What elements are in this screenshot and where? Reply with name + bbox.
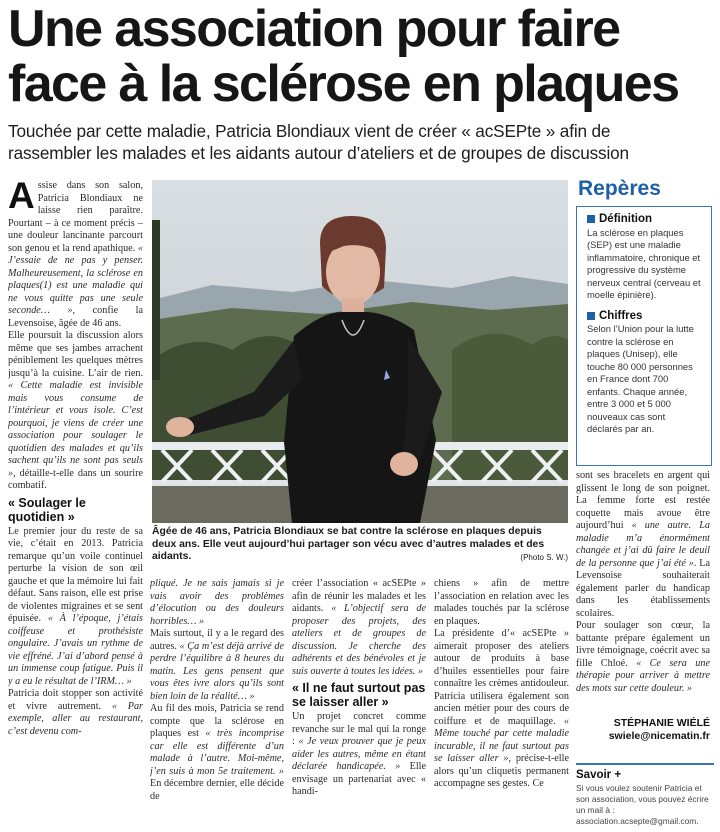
photo-caption	[152, 526, 568, 564]
article-paragraph: sont ses bracelets en argent qui glissent le long de son poignet. La femme forte est restée coquette mais avoue être aujourd’hui	[576, 470, 710, 531]
author-name: STÉPHANIE WIÉLÉ	[613, 717, 710, 729]
article-quote: « Je veux prouver que je peux aider les autres, même en étant déclarée handicapée. »	[292, 736, 426, 772]
article-quote: « très incomprise car elle est différente d’un malade à l’autre. Moi-même, j’en suis à mon 5e traitement. »	[150, 728, 284, 777]
subheading-soulager: « Soulager le quotidien »	[8, 495, 86, 524]
chiffres-text: Selon l’Union pour la lutte contre la sclérose en plaques (Unisep), elle touche 80 000 personnes en France dont 700 enfants. Chaque année, entre 3 000 et 5 000 nouveaux cas sont déclarés par an.	[587, 323, 694, 434]
article-paragraph: Le premier jour du reste de sa vie, c’était en 2013. Patricia remarque qu’un voile continuel perturbe la vision de son œil gauche et que la mémoire lui fait défaut. Sans raison, elle est prise de violentes migraines et se sent épuisée.	[8, 525, 143, 624]
definition-title: Définition	[599, 213, 653, 225]
square-bullet-icon	[587, 215, 595, 223]
article-column-4	[434, 578, 569, 828]
article-quote: « Ce sera une thérapie pour arriver à mettre des mots sur cette douleur. »	[576, 657, 710, 694]
article-quote: « À l’époque, j’étais coiffeuse et prothésiste ongulaire. J’avais un rythme de vie effréné. J’ai d’abord pensé à un immense coup fatigue. Puis il y a eu le résultat de l’IRM… »	[8, 613, 143, 687]
article-paragraph: Elle poursuit la discussion alors même que ses jambes arrachent péniblement les quelques mètres jusqu’à la cuisine. L’air de rien.	[8, 330, 143, 379]
savoir-plus-box	[576, 763, 714, 828]
article-paragraph: ssise dans son salon, Patricia Blondiaux ne laisse rien paraître. Pourtant – à ce moment précis – une douleur lancinante parcourt son genou et la rend apathique.	[8, 180, 143, 254]
headline-line-1: Une association pour faire	[8, 0, 620, 58]
article-quote: pliqué. Je ne sais jamais si je vais avoir des problèmes d’élocution ou des douleurs horribles… »	[150, 578, 284, 627]
article-text: , détaille-t-elle dans un sourire combatif.	[8, 467, 143, 491]
article-quote: « Même touché par cette maladie incurable, il ne faut surtout pas se laisser aller »	[434, 715, 569, 764]
drop-cap: A	[8, 180, 35, 216]
article-paragraph: chiens » afin de mettre l’association en relation avec les malades touchés par la sclérose en plaques.	[434, 578, 569, 627]
author-email: swiele@nicematin.fr	[608, 730, 710, 742]
article-paragraph: Un projet concret comme revanche sur le mal qui la ronge :	[292, 711, 426, 747]
portrait-photo	[152, 180, 568, 523]
article-paragraph: Mais surtout, il y a le regard des autres.	[150, 628, 284, 652]
article-paragraph: Patricia doit stopper son activité et vivre autrement.	[8, 688, 143, 712]
article-column-2	[150, 578, 284, 828]
article-text: . La Levensoise souhaiterait également parler du handicap dans les établissements scolaires.	[576, 557, 710, 619]
article-text: En décembre dernier, elle décide de	[150, 778, 284, 802]
caption-line-1: Âgée de 46 ans, Patricia Blondiaux se bat contre la sclérose en plaques depuis	[152, 526, 542, 537]
article-quote: « J’essaie de ne pas y penser. Malheureusement, la sclérose en plaques(1) est une maladie qui ne vous quitte pas une seule seconde… »	[8, 242, 143, 316]
article-paragraph: Au fil des mois, Patricia se rend compte que la sclérose en plaques est	[150, 703, 284, 739]
standfirst-line-1: Touchée par cette maladie, Patricia Blondiaux vient de créer « acSEPte » afin de	[8, 121, 611, 141]
article-text: , confie la Levensoise, âgée de 46 ans.	[8, 305, 143, 329]
headline	[8, 2, 714, 112]
article-column-5	[576, 470, 710, 710]
definition-text: La sclérose en plaques (SEP) est une maladie inflammatoire, chronique et progressive du système nerveux central (cerveau et moelle épinière).	[587, 226, 701, 300]
author-signature	[576, 717, 710, 743]
article-quote: « Ça m’est déjà arrivé de perdre l’équilibre à 8 heures du matin. Les gens pensent que vous êtes ivre alors qu’ils sont bien loin de la réalité… »	[150, 640, 284, 702]
article-text: , précise-t-elle alors qu’un cliquetis permanent accompagne ses gestes. Ce	[434, 753, 569, 789]
chiffres-title: Chiffres	[599, 309, 643, 322]
standfirst-line-2: rassembler les malades et les aidants autour d’ateliers et de groupes de discussion	[8, 143, 629, 163]
article-paragraph: créer l’association « acSEPte » afin de réunir les malades et les aidants.	[292, 578, 426, 614]
article-column-1	[8, 180, 143, 828]
savoir-plus-title: Savoir +	[576, 769, 622, 781]
portrait-illustration	[152, 180, 568, 523]
caption-line-3: aidants.	[152, 551, 192, 562]
article-paragraph: La présidente d’« acSEPte » aimerait proposer des ateliers autour de produits à base d’huiles essentielles pour faire connaître les crèmes antidouleur. Patricia utilisera également son ancien métier pour des cours de coiffure et de maquillage.	[434, 628, 569, 727]
subheading-laisser-aller: « Il ne faut surtout pas se laisser aller »	[292, 681, 426, 709]
standfirst	[8, 120, 716, 164]
caption-line-2: deux ans. Elle veut aujourd’hui partager son vécu avec d’autres malades et des	[152, 538, 545, 550]
article-text: Elle envisage un partenariat avec « handi-	[292, 761, 426, 797]
savoir-plus-text: Si vous voulez soutenir Patricia et son association, vous pouvez écrire un mail à : association.acsepte@gmail.com.	[576, 783, 709, 826]
article-quote: « une autre. La maladie m’a énormément changée et j’ai dû faire le deuil de la personne que j’ai été »	[576, 520, 710, 569]
article-quote: « L’objectif sera de proposer des projets, des ateliers et de groupes de discussion. Je cherche des adhérents et des bénévoles et je suis ouverte à toutes les idées. »	[292, 603, 426, 677]
definition-heading	[587, 213, 703, 226]
article-paragraph: Pour soulager son cœur, la battante prépare également un livre témoignage, coécrit avec sa fille Chloé.	[576, 620, 710, 669]
chiffres-heading	[587, 310, 703, 323]
square-bullet-icon	[587, 312, 595, 320]
article-quote: « Cette maladie est invisible mais vous consume de l’intérieur et vous isole. C’est pourquoi, je viens de créer une association pour soulager le quotidien des malades et qu’ils sachent qu’ils ne sont pas seuls »	[8, 380, 143, 479]
photo-credit: (Photo S. W.)	[520, 552, 568, 562]
article-column-3	[292, 578, 426, 828]
article-quote: « Par exemple, aller au restaurant, c’est devenu com-	[8, 700, 143, 737]
reperes-title: Repères	[578, 177, 661, 200]
headline-line-2: face à la sclérose en plaques	[8, 55, 679, 113]
reperes-box	[576, 206, 712, 466]
